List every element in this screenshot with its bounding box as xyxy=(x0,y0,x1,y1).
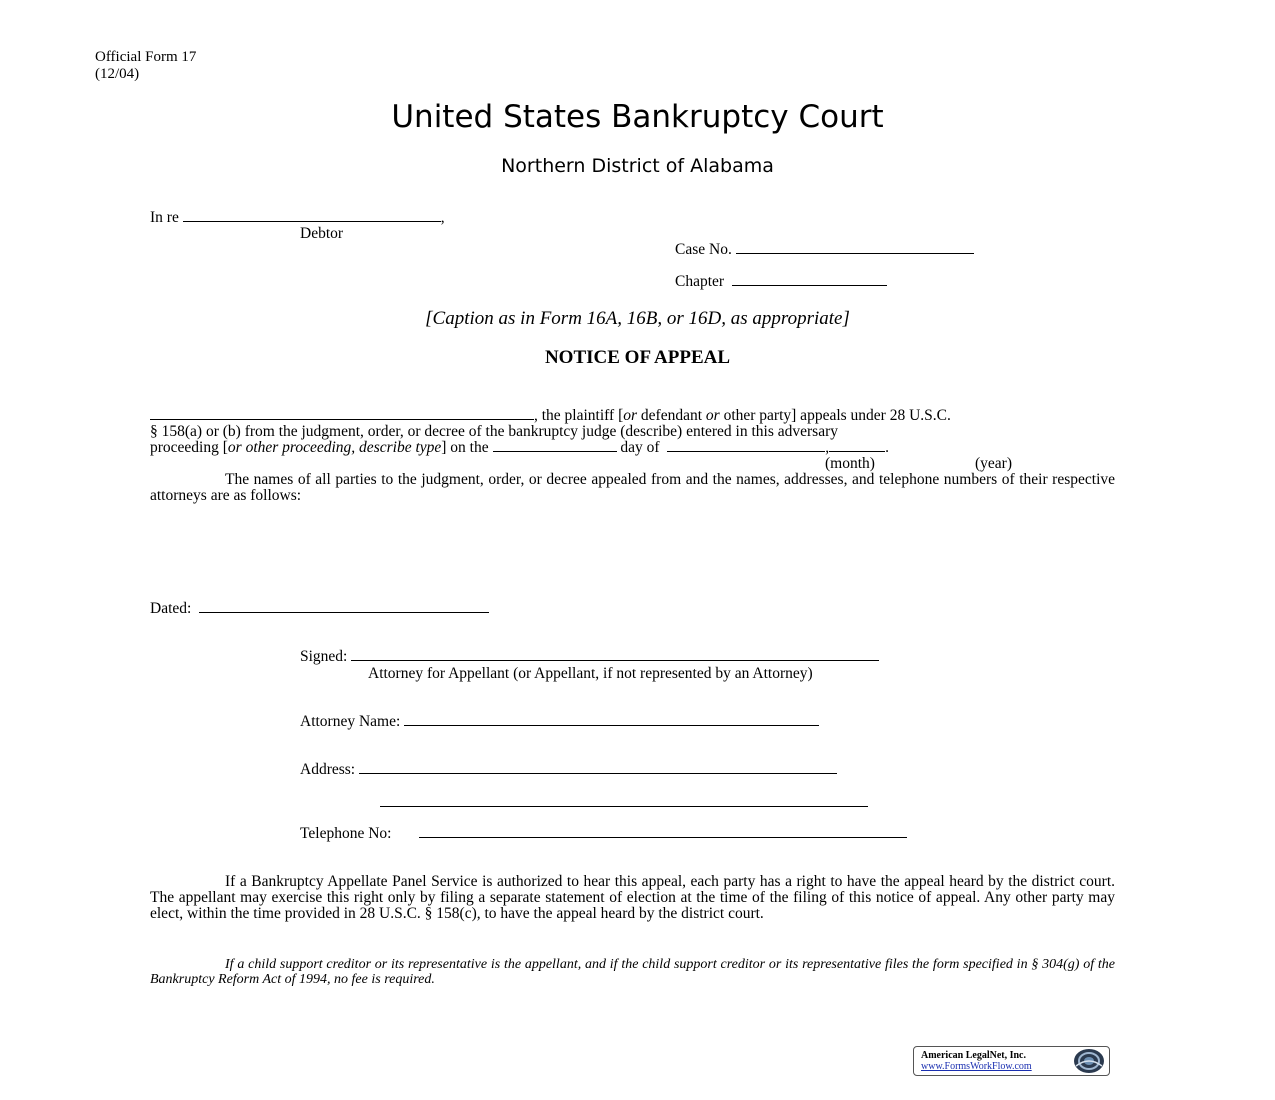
p1-line-2: § 158(a) or (b) from the judgment, order, or decree of the bankruptcy judge (describe) entered in this adversary xyxy=(150,423,839,440)
case-no-label: Case No. xyxy=(675,241,732,258)
date-period: . xyxy=(885,439,890,456)
p1-text-a: , the plaintiff [ xyxy=(534,407,624,424)
child-support-paragraph xyxy=(150,957,1115,987)
chapter-field[interactable] xyxy=(732,284,887,286)
form-name: Official Form 17 xyxy=(95,49,197,65)
day-of-label: day of xyxy=(620,439,660,456)
p1-text-c: other party] appeals under 28 U.S.C. xyxy=(719,407,951,424)
signed-label: Signed: xyxy=(300,648,348,665)
globe-icon xyxy=(1072,1048,1106,1074)
appellate-panel-paragraph xyxy=(150,874,1115,922)
caption-note: [Caption as in Form 16A, 16B, or 16D, as appropriate] xyxy=(425,308,850,329)
address-field-2[interactable] xyxy=(380,806,868,807)
parties-paragraph xyxy=(150,472,1115,504)
p1-line3-italic: or other proceeding, describe type xyxy=(227,439,442,456)
debtor-label: Debtor xyxy=(300,225,344,242)
p1-line-3 xyxy=(150,439,889,457)
p1-line3-a: proceeding [ xyxy=(150,439,228,456)
address-field-1[interactable] xyxy=(359,772,837,774)
form-date: (12/04) xyxy=(95,66,140,82)
court-district: Northern District of Alabama xyxy=(501,155,774,177)
attorney-name-row xyxy=(300,713,819,731)
logo-url[interactable]: www.FormsWorkFlow.com xyxy=(921,1061,1032,1072)
attorney-name-field[interactable] xyxy=(404,724,819,726)
chapter-label: Chapter xyxy=(675,273,725,290)
dated-field[interactable] xyxy=(199,611,489,613)
date-comma: , xyxy=(825,439,830,456)
american-legalnet-logo[interactable] xyxy=(913,1046,1110,1076)
in-re-label: In re xyxy=(150,209,179,226)
appellate-panel-text: If a Bankruptcy Appellate Panel Service is authorized to hear this appeal, each party has a right to have the appeal heard by the district court. The appellant may exercise this right only by filing a separate statement of election at the time of the filing of this notice of appeal. Any other party may elect, within the time provided in 28 U.S.C. § 158(c), to have the appeal heard by the district court. xyxy=(150,873,1115,922)
notice-title: NOTICE OF APPEAL xyxy=(544,347,731,368)
signed-row xyxy=(300,648,879,666)
dated-label: Dated: xyxy=(150,600,192,617)
p1-or-2: or xyxy=(705,407,720,424)
signed-sub-label: Attorney for Appellant (or Appellant, if not represented by an Attorney) xyxy=(368,665,813,682)
p1-or-1: or xyxy=(623,407,638,424)
p1-text-b: defendant xyxy=(637,407,706,424)
year-label: (year) xyxy=(975,455,1012,472)
in-re-comma: , xyxy=(440,209,445,226)
appellant-name-field[interactable] xyxy=(150,418,534,420)
court-title: United States Bankruptcy Court xyxy=(391,99,884,135)
year-field[interactable] xyxy=(829,450,885,452)
chapter-row xyxy=(675,273,887,291)
month-field[interactable] xyxy=(667,450,825,452)
telephone-field[interactable] xyxy=(419,836,907,838)
address-label: Address: xyxy=(300,761,356,778)
attorney-name-label: Attorney Name: xyxy=(300,713,401,730)
parties-text: The names of all parties to the judgment, order, or decree appealed from and the names, addresses, and telephone numbers of their respective attorneys are as follows: xyxy=(150,471,1115,504)
case-no-row xyxy=(675,241,974,259)
telephone-row xyxy=(300,825,907,843)
telephone-label: Telephone No: xyxy=(300,825,392,842)
logo-company: American LegalNet, Inc. xyxy=(921,1050,1026,1061)
case-no-field[interactable] xyxy=(736,252,974,254)
signature-field[interactable] xyxy=(351,659,879,661)
month-label: (month) xyxy=(825,455,875,472)
in-re-row xyxy=(150,209,445,227)
debtor-name-field[interactable] xyxy=(183,220,441,222)
day-field[interactable] xyxy=(493,450,617,452)
dated-row xyxy=(150,600,489,618)
child-support-text: If a child support creditor or its representative is the appellant, and if the child support creditor or its representative files the form specified in § 304(g) of the Bankruptcy Reform Act of 1994, no fee is required. xyxy=(150,957,1115,987)
address-row xyxy=(300,761,837,779)
p1-line3-b: ] on the xyxy=(441,439,489,456)
